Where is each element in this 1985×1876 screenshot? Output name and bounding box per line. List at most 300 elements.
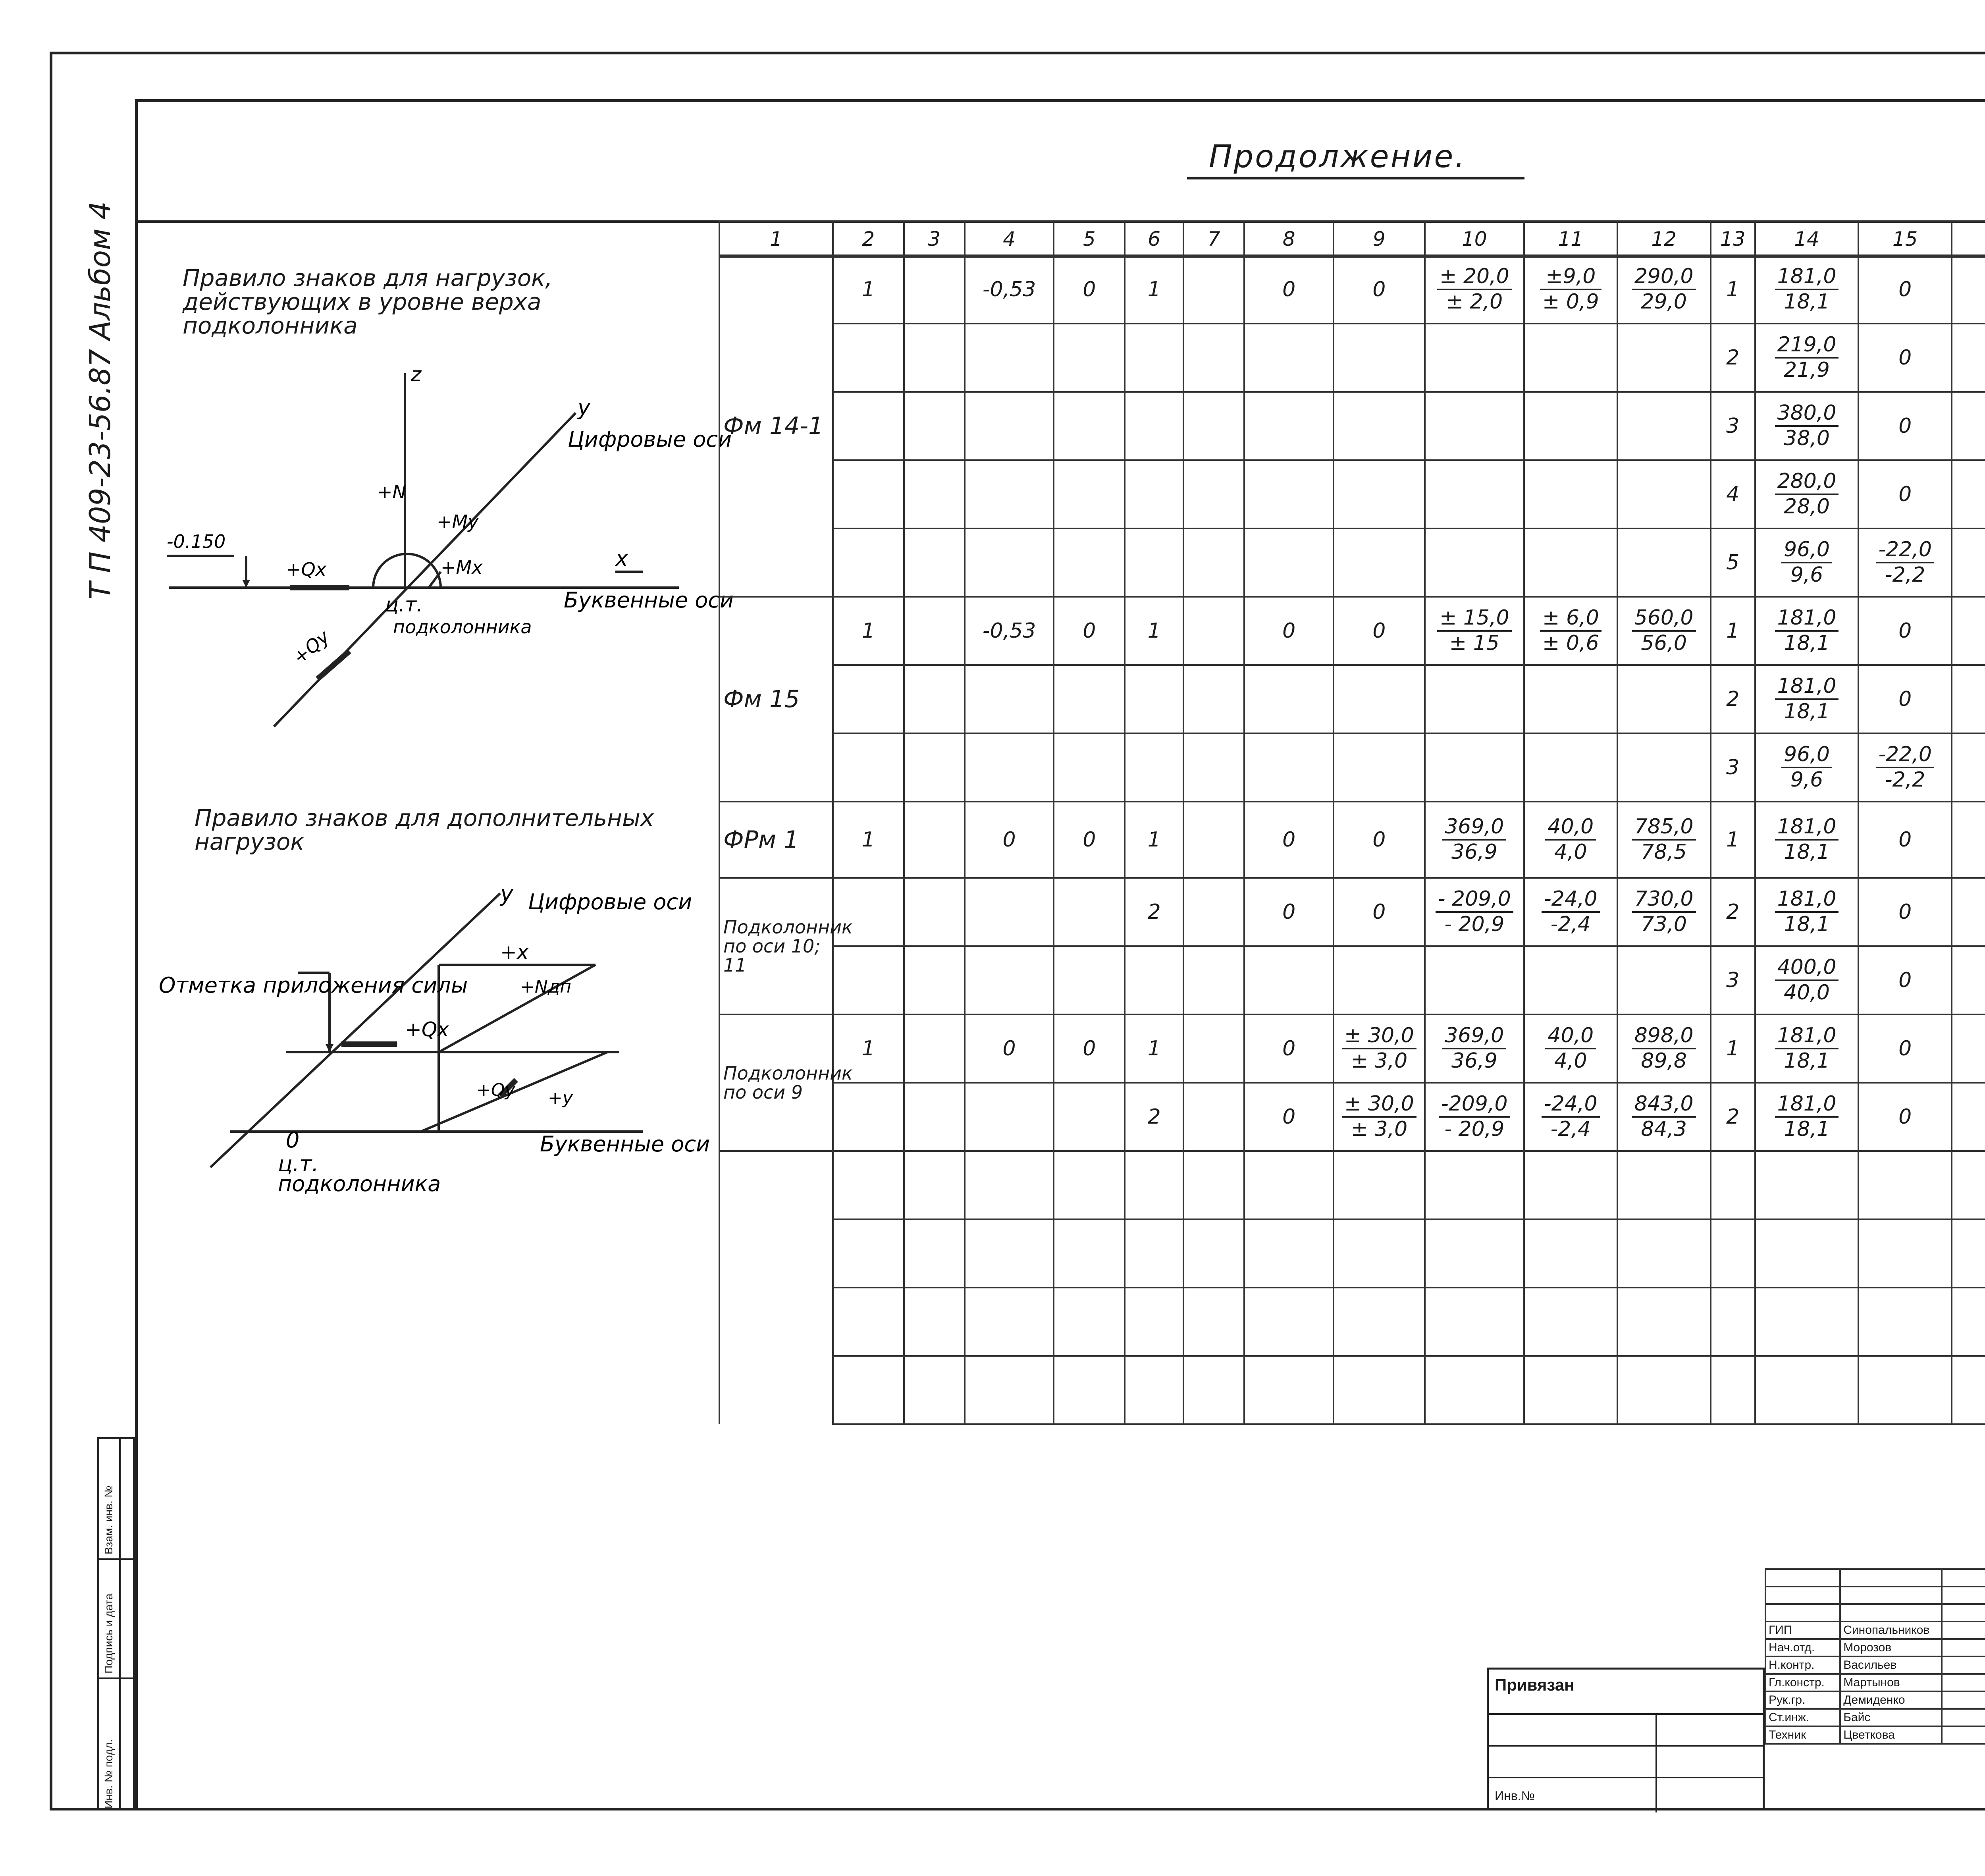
cell-r10-c6: 2 xyxy=(1125,878,1183,946)
group-label-g2: Фм 15 xyxy=(719,597,833,802)
cell-r10-c9: 0 xyxy=(1334,878,1425,946)
cell-r11-c10 xyxy=(1425,946,1524,1014)
frac-den: 18,1 xyxy=(1784,290,1830,314)
frac-den: -2,4 xyxy=(1550,912,1591,936)
cell-r3-c13: 3 xyxy=(1711,392,1755,460)
cell-r10-c16 xyxy=(1952,878,1985,946)
frac-num: 181,0 xyxy=(1775,1092,1839,1118)
cell-r4-c14 xyxy=(1755,460,1858,528)
empty-row xyxy=(719,1219,1985,1288)
frac-num: ± 6,0 xyxy=(1540,606,1601,632)
d1-letter-axes: Буквенные оси xyxy=(564,588,734,613)
cell-r6-c2: 1 xyxy=(833,597,904,665)
cell-r1-c4: -0,53 xyxy=(965,255,1054,324)
cell-r9-c13: 1 xyxy=(1711,802,1755,878)
cell-r5-c2 xyxy=(833,528,904,597)
cell-r9-c9: 0 xyxy=(1334,802,1425,878)
cell-r1-c12 xyxy=(1617,255,1711,324)
cell-r13-c12 xyxy=(1617,1083,1711,1151)
frac-den: 21,9 xyxy=(1784,358,1830,382)
field-vzam-inv: Взам. инв. № xyxy=(102,1485,115,1554)
cell-r9-c7 xyxy=(1183,802,1244,878)
cell-r12-c2: 1 xyxy=(833,1014,904,1083)
empty-row xyxy=(719,1356,1985,1424)
d1-digital-axes: Цифровые оси xyxy=(568,427,732,452)
cell-r9-c8: 0 xyxy=(1244,802,1334,878)
cell-r2-c6 xyxy=(1125,324,1183,392)
name-4: Демиденко xyxy=(1840,1691,1941,1709)
cell-r4-c6 xyxy=(1125,460,1183,528)
th-12: 12 xyxy=(1617,221,1711,257)
th-4: 4 xyxy=(965,221,1054,257)
cell-r12-c4: 0 xyxy=(965,1014,1054,1083)
inv-label: Инв.№ xyxy=(1495,1789,1535,1803)
cell-r2-c10 xyxy=(1425,324,1524,392)
cell-r7-c8 xyxy=(1244,665,1334,733)
cell-r8-c11 xyxy=(1524,733,1617,802)
d1-y-label: y xyxy=(578,395,590,420)
d2-qy-label: +Qy xyxy=(476,1080,515,1100)
d2-ct-label: ц.т. xyxy=(278,1151,319,1176)
cell-r7-c9 xyxy=(1334,665,1425,733)
cell-r5-c6 xyxy=(1125,528,1183,597)
cell-r12-c14 xyxy=(1755,1014,1858,1083)
sign-rule-diagram-2 xyxy=(151,873,723,1211)
group-label-g1: Фм 14-1 xyxy=(719,255,833,597)
cell-r9-c16 xyxy=(1952,802,1985,878)
role-3: Гл.констр. xyxy=(1765,1674,1840,1691)
th-3: 3 xyxy=(904,221,965,257)
left-border xyxy=(135,99,138,1810)
cell-r3-c12 xyxy=(1617,392,1711,460)
frac-num: 181,0 xyxy=(1775,887,1839,913)
group-label-g3: ФРм 1 xyxy=(719,802,833,878)
frac-den: -2,2 xyxy=(1885,563,1925,587)
frac-den: ± 2,0 xyxy=(1446,290,1503,314)
th-7: 7 xyxy=(1183,221,1244,257)
frac-den: 4,0 xyxy=(1554,840,1587,864)
cell-r11-c14 xyxy=(1755,946,1858,1014)
cell-r10-c4 xyxy=(965,878,1054,946)
frac-den: 18,1 xyxy=(1784,912,1830,936)
th-8: 8 xyxy=(1244,221,1334,257)
frac-num: 40,0 xyxy=(1545,815,1596,841)
group-label-g5: Подколонник по оси 9 xyxy=(719,1014,833,1151)
frac-den: - 20,9 xyxy=(1444,1117,1505,1141)
frac-num: 181,0 xyxy=(1775,675,1839,700)
frac-den: 78,5 xyxy=(1641,840,1687,864)
frac-den: -2,4 xyxy=(1550,1117,1591,1141)
frac-num: 96,0 xyxy=(1781,743,1832,768)
frac-num: -22,0 xyxy=(1876,538,1934,563)
cell-r6-c3 xyxy=(904,597,965,665)
cell-r2-c7 xyxy=(1183,324,1244,392)
cell-r7-c15: 0 xyxy=(1858,665,1952,733)
cell-r12-c13: 1 xyxy=(1711,1014,1755,1083)
frac-num: ±9,0 xyxy=(1540,265,1601,290)
cell-r12-c12 xyxy=(1617,1014,1711,1083)
cell-r9-c2: 1 xyxy=(833,802,904,878)
frac-num: 369,0 xyxy=(1442,1024,1506,1049)
d1-mx-label: +Mx xyxy=(441,557,483,578)
d2-yy-label: +y xyxy=(548,1088,573,1108)
cell-r13-c3 xyxy=(904,1083,965,1151)
cell-r12-c7 xyxy=(1183,1014,1244,1083)
cell-r7-c16 xyxy=(1952,665,1985,733)
cell-r10-c13: 2 xyxy=(1711,878,1755,946)
d2-letter-axes: Буквенные оси xyxy=(540,1132,710,1157)
cell-r10-c14 xyxy=(1755,878,1858,946)
cell-r3-c4 xyxy=(965,392,1054,460)
frac-den: ± 0,6 xyxy=(1542,631,1599,655)
cell-r6-c10 xyxy=(1425,597,1524,665)
d2-ct2-label: подколонника xyxy=(278,1171,441,1196)
cell-r1-c13: 1 xyxy=(1711,255,1755,324)
cell-r1-c6: 1 xyxy=(1125,255,1183,324)
cell-r5-c8 xyxy=(1244,528,1334,597)
cell-r8-c9 xyxy=(1334,733,1425,802)
table-row xyxy=(719,528,1985,597)
frac-num: 96,0 xyxy=(1781,538,1832,563)
cell-r12-c3 xyxy=(904,1014,965,1083)
cell-r13-c13: 2 xyxy=(1711,1083,1755,1151)
d2-digital-axes: Цифровые оси xyxy=(528,889,692,914)
loads-table xyxy=(719,220,1985,258)
d2-mark-label: Отметка приложения силы xyxy=(159,973,468,998)
cell-r8-c5 xyxy=(1054,733,1125,802)
frac-den: 18,1 xyxy=(1784,1117,1830,1141)
cell-r2-c8 xyxy=(1244,324,1334,392)
d1-ct-label: ц.т. xyxy=(385,593,423,616)
frac-num: 898,0 xyxy=(1632,1024,1696,1049)
cell-r7-c13: 2 xyxy=(1711,665,1755,733)
field-inv-podl: Инв. № подл. xyxy=(102,1739,115,1809)
cell-r3-c11 xyxy=(1524,392,1617,460)
cell-r8-c12 xyxy=(1617,733,1711,802)
th-1: 1 xyxy=(719,221,833,257)
cell-r9-c4: 0 xyxy=(965,802,1054,878)
frac-num: 181,0 xyxy=(1775,1024,1839,1049)
cell-r7-c6 xyxy=(1125,665,1183,733)
cell-r3-c15: 0 xyxy=(1858,392,1952,460)
cell-r7-c7 xyxy=(1183,665,1244,733)
cell-r8-c6 xyxy=(1125,733,1183,802)
cell-r2-c15: 0 xyxy=(1858,324,1952,392)
frac-den: ± 3,0 xyxy=(1351,1117,1408,1141)
frac-num: ± 15,0 xyxy=(1437,606,1512,632)
cell-r9-c10 xyxy=(1425,802,1524,878)
cell-r2-c2 xyxy=(833,324,904,392)
d1-z-label: z xyxy=(411,363,422,386)
frac-den: 36,9 xyxy=(1451,840,1497,864)
th-6: 6 xyxy=(1125,221,1183,257)
cell-r6-c4: -0,53 xyxy=(965,597,1054,665)
cell-r7-c11 xyxy=(1524,665,1617,733)
cell-r4-c13: 4 xyxy=(1711,460,1755,528)
d1-x-label: x xyxy=(615,546,628,571)
role-4: Рук.гр. xyxy=(1765,1691,1840,1709)
cell-r8-c4 xyxy=(965,733,1054,802)
table-header-row xyxy=(719,221,1985,257)
cell-r12-c5: 0 xyxy=(1054,1014,1125,1083)
cell-r2-c12 xyxy=(1617,324,1711,392)
frac-num: -24,0 xyxy=(1542,887,1600,913)
cell-r3-c16 xyxy=(1952,392,1985,460)
cell-r11-c5 xyxy=(1054,946,1125,1014)
frac-num: 785,0 xyxy=(1632,815,1696,841)
cell-r5-c13: 5 xyxy=(1711,528,1755,597)
frac-den: 9,6 xyxy=(1790,563,1823,587)
frac-num: 181,0 xyxy=(1775,265,1839,290)
frac-num: 280,0 xyxy=(1775,470,1839,495)
d2-x-label: +x xyxy=(500,941,529,964)
cell-r3-c10 xyxy=(1425,392,1524,460)
cell-r13-c10 xyxy=(1425,1083,1524,1151)
cell-r12-c6: 1 xyxy=(1125,1014,1183,1083)
cell-r2-c4 xyxy=(965,324,1054,392)
cell-r10-c7 xyxy=(1183,878,1244,946)
cell-r3-c6 xyxy=(1125,392,1183,460)
cell-r7-c3 xyxy=(904,665,965,733)
cell-r10-c5 xyxy=(1054,878,1125,946)
cell-r1-c16 xyxy=(1952,255,1985,324)
cell-r4-c5 xyxy=(1054,460,1125,528)
d1-ct2-label: подколонника xyxy=(393,616,532,638)
group-label-g4: Подколонник по оси 10; 11 xyxy=(719,878,833,1014)
frac-den: 84,3 xyxy=(1641,1117,1687,1141)
cell-r8-c7 xyxy=(1183,733,1244,802)
frac-num: 560,0 xyxy=(1632,606,1696,632)
cell-r4-c4 xyxy=(965,460,1054,528)
table-row xyxy=(719,733,1985,802)
cell-r13-c15: 0 xyxy=(1858,1083,1952,1151)
frac-num: -22,0 xyxy=(1876,743,1934,768)
cell-r4-c11 xyxy=(1524,460,1617,528)
cell-r9-c12 xyxy=(1617,802,1711,878)
frac-den: 18,1 xyxy=(1784,840,1830,864)
cell-r13-c11 xyxy=(1524,1083,1617,1151)
cell-r1-c7 xyxy=(1183,255,1244,324)
cell-r11-c7 xyxy=(1183,946,1244,1014)
cell-r11-c13: 3 xyxy=(1711,946,1755,1014)
field-signature: Подпись и дата xyxy=(102,1593,115,1674)
cell-r3-c7 xyxy=(1183,392,1244,460)
frac-num: ± 20,0 xyxy=(1437,265,1512,290)
th-15: 15 xyxy=(1858,221,1952,257)
cell-r12-c8: 0 xyxy=(1244,1014,1334,1083)
cell-r5-c12 xyxy=(1617,528,1711,597)
table-row xyxy=(719,1014,1985,1083)
role-6: Техник xyxy=(1765,1726,1840,1744)
cell-r11-c8 xyxy=(1244,946,1334,1014)
name-3: Мартынов xyxy=(1840,1674,1941,1691)
cell-r8-c14 xyxy=(1755,733,1858,802)
cell-r6-c13: 1 xyxy=(1711,597,1755,665)
cell-r5-c10 xyxy=(1425,528,1524,597)
th-10: 10 xyxy=(1425,221,1524,257)
cell-r11-c15: 0 xyxy=(1858,946,1952,1014)
cell-r4-c7 xyxy=(1183,460,1244,528)
frac-den: 36,9 xyxy=(1451,1049,1497,1073)
cell-r9-c15: 0 xyxy=(1858,802,1952,878)
frac-num: ± 30,0 xyxy=(1342,1024,1416,1049)
cell-r2-c14 xyxy=(1755,324,1858,392)
table-row xyxy=(719,255,1985,324)
cell-r5-c15 xyxy=(1858,528,1952,597)
cell-r11-c9 xyxy=(1334,946,1425,1014)
cell-r3-c14 xyxy=(1755,392,1858,460)
cell-r11-c11 xyxy=(1524,946,1617,1014)
cell-r11-c2 xyxy=(833,946,904,1014)
cell-r10-c8: 0 xyxy=(1244,878,1334,946)
cell-r13-c7 xyxy=(1183,1083,1244,1151)
frac-den: 18,1 xyxy=(1784,700,1830,723)
role-0: ГИП xyxy=(1765,1621,1840,1639)
cell-r8-c15 xyxy=(1858,733,1952,802)
table-row xyxy=(719,665,1985,733)
cell-r1-c8: 0 xyxy=(1244,255,1334,324)
cell-r1-c9: 0 xyxy=(1334,255,1425,324)
cell-r11-c16 xyxy=(1952,946,1985,1014)
frac-num: 40,0 xyxy=(1545,1024,1596,1049)
role-1: Нач.отд. xyxy=(1765,1639,1840,1656)
frac-num: - 209,0 xyxy=(1436,887,1513,913)
th-16 xyxy=(1952,221,1985,257)
cell-r3-c9 xyxy=(1334,392,1425,460)
th-13: 13 xyxy=(1711,221,1755,257)
role-5: Ст.инж. xyxy=(1765,1709,1840,1726)
name-1: Морозов xyxy=(1840,1639,1941,1656)
frac-den: ± 3,0 xyxy=(1351,1049,1408,1073)
cell-r6-c9: 0 xyxy=(1334,597,1425,665)
table-row xyxy=(719,597,1985,665)
d1-my-label: +My xyxy=(437,511,479,532)
cell-r8-c10 xyxy=(1425,733,1524,802)
cell-r9-c3 xyxy=(904,802,965,878)
cell-r13-c8: 0 xyxy=(1244,1083,1334,1151)
cell-r4-c2 xyxy=(833,460,904,528)
frac-num: 219,0 xyxy=(1775,333,1839,359)
cell-r8-c2 xyxy=(833,733,904,802)
frac-num: 369,0 xyxy=(1442,815,1506,841)
frac-den: ± 15 xyxy=(1449,631,1499,655)
frac-num: 730,0 xyxy=(1632,887,1696,913)
cell-r4-c12 xyxy=(1617,460,1711,528)
cell-r3-c8 xyxy=(1244,392,1334,460)
table-row xyxy=(719,392,1985,460)
frac-den: 18,1 xyxy=(1784,1049,1830,1073)
frac-den: 56,0 xyxy=(1641,631,1687,655)
frac-den: 73,0 xyxy=(1641,912,1687,936)
cell-r1-c5: 0 xyxy=(1054,255,1125,324)
frac-num: 181,0 xyxy=(1775,606,1839,632)
th-14: 14 xyxy=(1755,221,1858,257)
cell-r11-c3 xyxy=(904,946,965,1014)
frac-num: -24,0 xyxy=(1542,1092,1600,1118)
cell-r10-c15: 0 xyxy=(1858,878,1952,946)
cell-r2-c3 xyxy=(904,324,965,392)
cell-r12-c15: 0 xyxy=(1858,1014,1952,1083)
cell-r3-c5 xyxy=(1054,392,1125,460)
table-row xyxy=(719,1083,1985,1151)
cell-r4-c9 xyxy=(1334,460,1425,528)
attached-label: Привязан xyxy=(1495,1675,1575,1694)
table-row xyxy=(719,946,1985,1014)
cell-r7-c5 xyxy=(1054,665,1125,733)
cell-r5-c16 xyxy=(1952,528,1985,597)
frac-num: 290,0 xyxy=(1632,265,1696,290)
cell-r6-c14 xyxy=(1755,597,1858,665)
cell-r12-c9 xyxy=(1334,1014,1425,1083)
title-block xyxy=(1487,1548,1985,1810)
table-row xyxy=(719,802,1985,878)
sign-rule-diagram-1 xyxy=(167,349,734,738)
cell-r9-c6: 1 xyxy=(1125,802,1183,878)
cell-r6-c15: 0 xyxy=(1858,597,1952,665)
album-title: Т П 409-23-56.87 Альбом 4 xyxy=(83,201,117,600)
cell-r1-c14 xyxy=(1755,255,1858,324)
cell-r1-c10 xyxy=(1425,255,1524,324)
frac-den: 38,0 xyxy=(1784,426,1830,450)
cell-r13-c4 xyxy=(965,1083,1054,1151)
cell-r11-c4 xyxy=(965,946,1054,1014)
cell-r4-c16 xyxy=(1952,460,1985,528)
cell-r5-c5 xyxy=(1054,528,1125,597)
cell-r11-c6 xyxy=(1125,946,1183,1014)
cell-r5-c3 xyxy=(904,528,965,597)
cell-r6-c7 xyxy=(1183,597,1244,665)
frac-den: -2,2 xyxy=(1885,768,1925,792)
cell-r10-c3 xyxy=(904,878,965,946)
frac-den: 9,6 xyxy=(1790,768,1823,792)
cell-r1-c2: 1 xyxy=(833,255,904,324)
cell-r6-c8: 0 xyxy=(1244,597,1334,665)
d2-zero-label: 0 xyxy=(286,1128,300,1153)
cell-r13-c9 xyxy=(1334,1083,1425,1151)
frac-num: 400,0 xyxy=(1775,956,1839,981)
cell-r7-c10 xyxy=(1425,665,1524,733)
table-row xyxy=(719,324,1985,392)
cell-r2-c13: 2 xyxy=(1711,324,1755,392)
cell-r7-c4 xyxy=(965,665,1054,733)
cell-r10-c11 xyxy=(1524,878,1617,946)
cell-r2-c11 xyxy=(1524,324,1617,392)
frac-den: 4,0 xyxy=(1554,1049,1587,1073)
frac-num: 380,0 xyxy=(1775,401,1839,427)
rule1-note: Правило знаков для нагрузок, действующих в уровне верха подколонника xyxy=(183,264,553,339)
cell-r3-c3 xyxy=(904,392,965,460)
cell-r5-c9 xyxy=(1334,528,1425,597)
frac-den: 18,1 xyxy=(1784,631,1830,655)
name-5: Байс xyxy=(1840,1709,1941,1726)
cell-r6-c16 xyxy=(1952,597,1985,665)
cell-r12-c16 xyxy=(1952,1014,1985,1083)
frac-den: 89,8 xyxy=(1641,1049,1687,1073)
cell-r1-c11 xyxy=(1524,255,1617,324)
cell-r6-c5: 0 xyxy=(1054,597,1125,665)
d1-qy-label: +Qy xyxy=(289,626,334,669)
cell-r6-c6: 1 xyxy=(1125,597,1183,665)
cell-r13-c16 xyxy=(1952,1083,1985,1151)
d1-n-label: +N xyxy=(377,481,406,503)
cell-r10-c12 xyxy=(1617,878,1711,946)
cell-r8-c13: 3 xyxy=(1711,733,1755,802)
cell-r8-c8 xyxy=(1244,733,1334,802)
name-0: Синопальников xyxy=(1840,1621,1941,1639)
page-heading: Продолжение. xyxy=(1209,139,1467,175)
top-border xyxy=(135,99,1985,102)
cell-r9-c14 xyxy=(1755,802,1858,878)
